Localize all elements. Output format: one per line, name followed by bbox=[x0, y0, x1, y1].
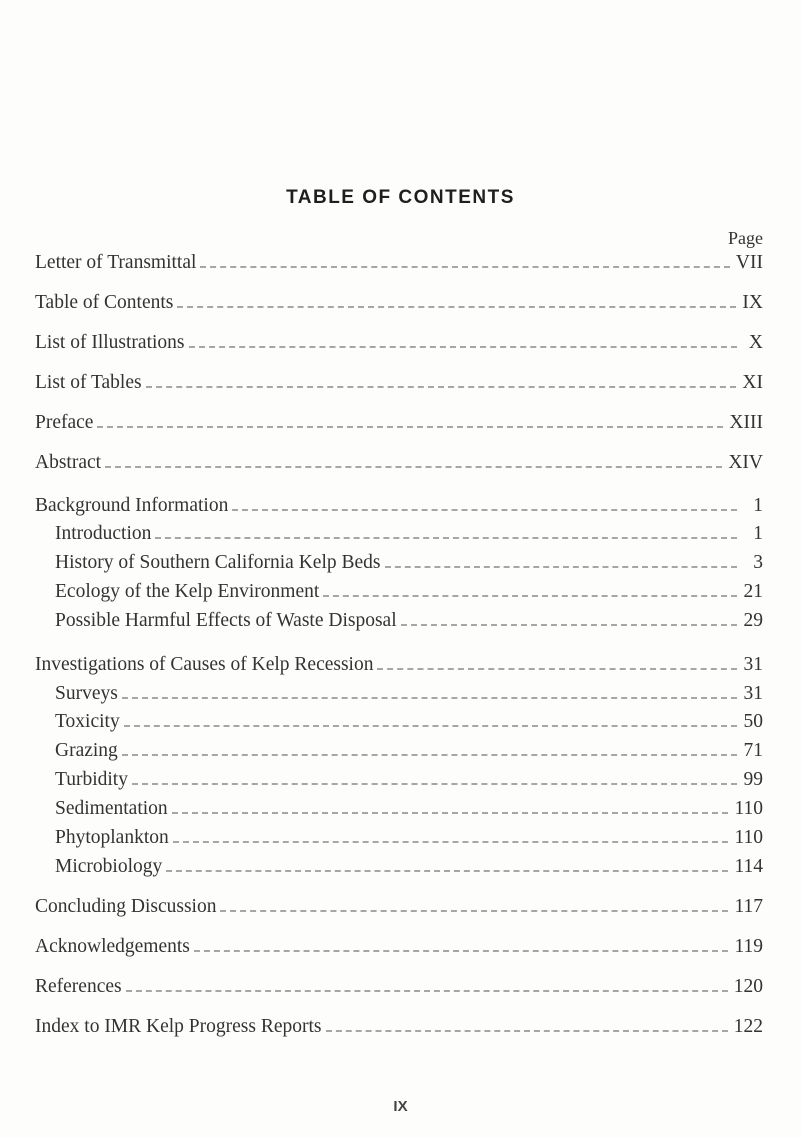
toc-entry-label: Sedimentation bbox=[55, 798, 168, 819]
dot-leader bbox=[155, 537, 737, 539]
toc-entry-label: Letter of Transmittal bbox=[35, 252, 197, 273]
toc-entry-page: 120 bbox=[733, 976, 763, 997]
toc-entry-page: 114 bbox=[734, 856, 763, 877]
dot-leader bbox=[232, 509, 737, 511]
toc-entry-label: References bbox=[35, 976, 122, 997]
toc-entry-page: VII bbox=[735, 252, 763, 273]
toc-entry-page: XIII bbox=[729, 412, 763, 433]
toc-entry-label: List of Tables bbox=[35, 372, 142, 393]
toc-entry-page: 1 bbox=[753, 495, 763, 516]
dot-leader bbox=[122, 754, 737, 756]
toc-entry[interactable] bbox=[55, 740, 763, 762]
toc-entry-page: 110 bbox=[734, 827, 763, 848]
toc-entry-page: 117 bbox=[734, 896, 763, 917]
toc-entry[interactable] bbox=[35, 1016, 763, 1038]
dot-leader bbox=[401, 624, 737, 626]
toc-entry-page: 31 bbox=[743, 654, 763, 675]
toc-entry-label: Abstract bbox=[35, 452, 102, 473]
toc-entry-page: X bbox=[748, 332, 763, 353]
toc-entry-page: 3 bbox=[753, 552, 763, 573]
toc-entry[interactable] bbox=[35, 292, 763, 314]
toc-entry-page: 71 bbox=[743, 740, 763, 761]
toc-entry[interactable] bbox=[35, 412, 763, 434]
toc-entry-page: 119 bbox=[734, 936, 763, 957]
toc-entry[interactable] bbox=[55, 769, 763, 791]
toc-entry[interactable] bbox=[55, 711, 763, 733]
toc-entry-page: 1 bbox=[753, 523, 763, 544]
dot-leader bbox=[146, 386, 737, 388]
dot-leader bbox=[194, 950, 729, 952]
dot-leader bbox=[173, 841, 729, 843]
toc-entry-label: Possible Harmful Effects of Waste Disposal bbox=[55, 610, 397, 631]
toc-entry-label: Investigations of Causes of Kelp Recession bbox=[35, 654, 374, 675]
dot-leader bbox=[385, 566, 738, 568]
dot-leader bbox=[126, 990, 728, 992]
toc-entry[interactable] bbox=[35, 332, 763, 354]
toc-entry-label: Grazing bbox=[55, 740, 118, 761]
toc-entry-label: Acknowledgements bbox=[35, 936, 190, 957]
dot-leader bbox=[189, 346, 738, 348]
toc-entry-label: List of Illustrations bbox=[35, 332, 185, 353]
toc-entry-page: XIV bbox=[728, 452, 763, 473]
toc-entry[interactable] bbox=[55, 581, 763, 603]
dot-leader bbox=[124, 725, 737, 727]
toc-entry-label: Concluding Discussion bbox=[35, 896, 217, 917]
toc-entry-page: 99 bbox=[743, 769, 763, 790]
dot-leader bbox=[105, 466, 722, 468]
dot-leader bbox=[377, 668, 737, 670]
dot-leader bbox=[97, 426, 723, 428]
toc-entry[interactable] bbox=[35, 976, 763, 998]
dot-leader bbox=[200, 266, 730, 268]
toc-entry[interactable] bbox=[55, 798, 763, 820]
dot-leader bbox=[177, 306, 736, 308]
toc-entry[interactable] bbox=[35, 452, 763, 474]
toc-entry[interactable] bbox=[35, 495, 763, 517]
page-column-header: Page bbox=[728, 228, 763, 248]
dot-leader bbox=[122, 697, 737, 699]
dot-leader bbox=[326, 1030, 728, 1032]
page-title: TABLE OF CONTENTS bbox=[286, 187, 515, 208]
toc-entry-label: Index to IMR Kelp Progress Reports bbox=[35, 1016, 322, 1037]
toc-entry[interactable] bbox=[55, 856, 763, 878]
toc-entry[interactable] bbox=[55, 523, 763, 545]
dot-leader bbox=[132, 783, 737, 785]
dot-leader bbox=[172, 812, 729, 814]
toc-entry-label: Microbiology bbox=[55, 856, 163, 877]
toc-entry[interactable] bbox=[55, 552, 763, 574]
toc-entry[interactable] bbox=[35, 936, 763, 958]
toc-entry-label: Turbidity bbox=[55, 769, 128, 790]
toc-entry-label: Surveys bbox=[55, 683, 118, 704]
toc-entry-label: History of Southern California Kelp Beds bbox=[55, 552, 381, 573]
toc-entry-page: XI bbox=[742, 372, 763, 393]
dot-leader bbox=[166, 870, 728, 872]
toc-entry-label: Toxicity bbox=[55, 711, 120, 732]
toc-entry[interactable] bbox=[55, 610, 763, 632]
toc-entry-label: Ecology of the Kelp Environment bbox=[55, 581, 320, 602]
toc-entry[interactable] bbox=[35, 654, 763, 676]
toc-entry-page: 21 bbox=[743, 581, 763, 602]
toc-entry-page: 50 bbox=[743, 711, 763, 732]
toc-entry-label: Table of Contents bbox=[35, 292, 174, 313]
toc-entry[interactable] bbox=[35, 372, 763, 394]
toc-entry[interactable] bbox=[35, 252, 763, 274]
page-number-footer: IX bbox=[393, 1098, 408, 1115]
toc-entry-page: 122 bbox=[733, 1016, 763, 1037]
toc-entry-page: 31 bbox=[743, 683, 763, 704]
toc-entry-label: Introduction bbox=[55, 523, 152, 544]
toc-entry[interactable] bbox=[35, 896, 763, 918]
dot-leader bbox=[323, 595, 737, 597]
toc-entry-page: IX bbox=[742, 292, 763, 313]
toc-entry-label: Background Information bbox=[35, 495, 229, 516]
toc-entry-page: 29 bbox=[743, 610, 763, 631]
toc-entry-label: Phytoplankton bbox=[55, 827, 169, 848]
toc-entry[interactable] bbox=[55, 827, 763, 849]
toc-entry[interactable] bbox=[55, 683, 763, 705]
toc-entry-label: Preface bbox=[35, 412, 94, 433]
dot-leader bbox=[220, 910, 728, 912]
toc-entry-page: 110 bbox=[734, 798, 763, 819]
